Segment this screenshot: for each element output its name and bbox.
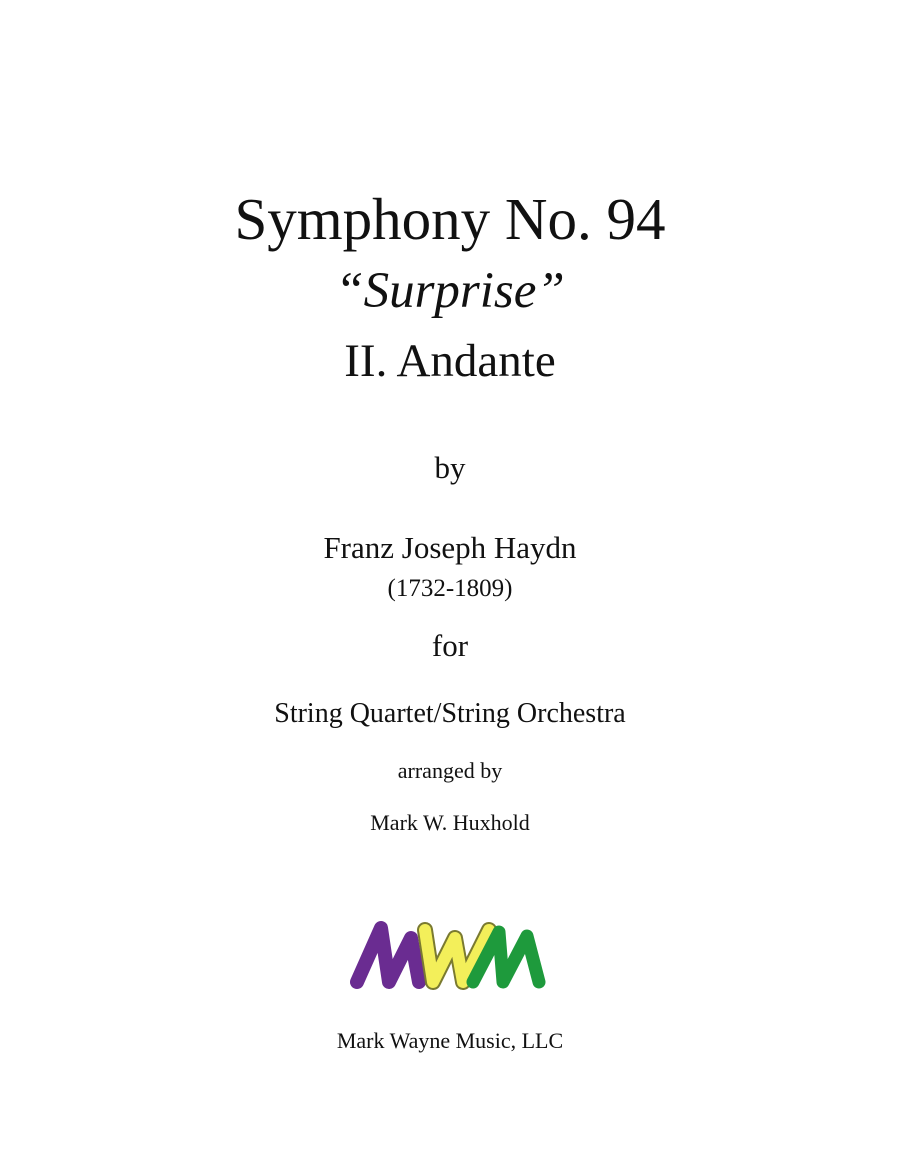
piece-subtitle: “Surprise” (335, 263, 565, 319)
publisher-name: Mark Wayne Music, LLC (336, 1028, 564, 1053)
arranger-name: Mark W. Huxhold (370, 810, 530, 835)
piece-title: Symphony No. 94 (234, 186, 666, 252)
instrumentation: String Quartet/String Orchestra (274, 698, 626, 729)
by-label: by (434, 450, 466, 485)
for-label: for (431, 628, 469, 663)
publisher-logo (343, 884, 555, 1008)
movement-title: II. Andante (344, 335, 556, 387)
composer-name: Franz Joseph Haydn (323, 530, 577, 565)
logo-m-left-stroke (357, 928, 419, 982)
arranged-by-label: arranged by (397, 758, 503, 783)
composer-dates: (1732-1809) (387, 575, 513, 602)
